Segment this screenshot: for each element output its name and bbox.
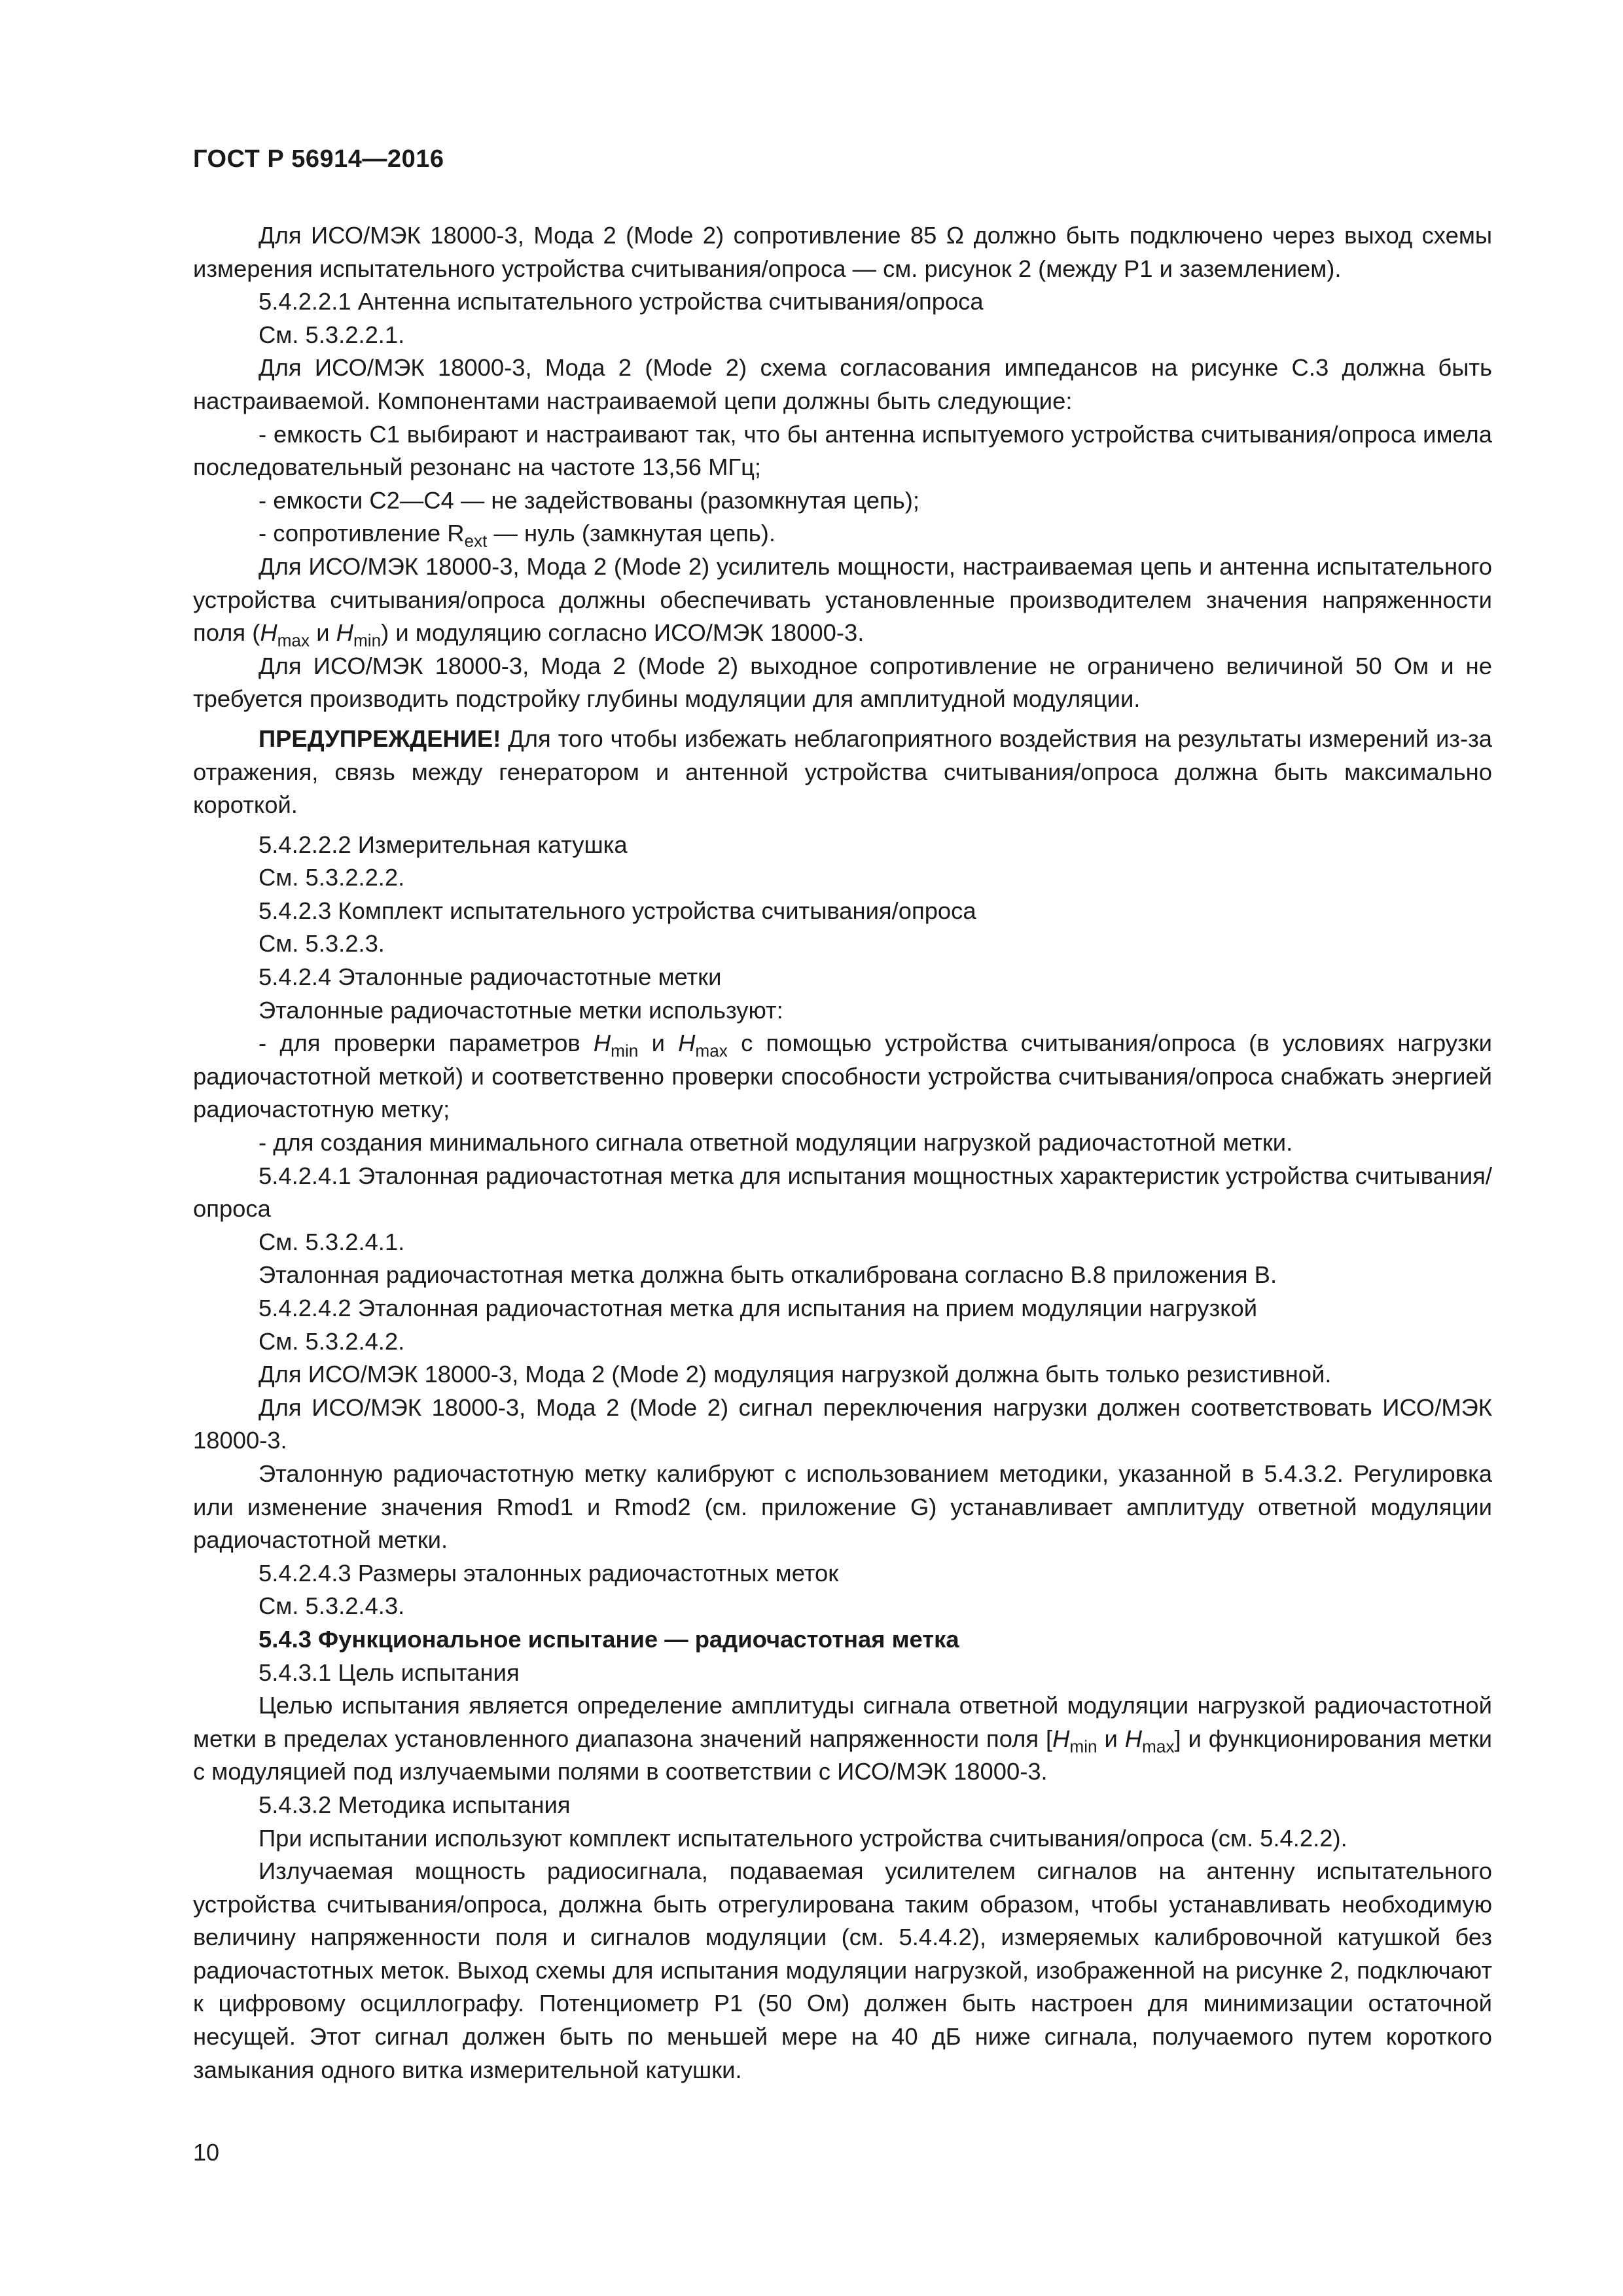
page-number: 10 <box>193 2139 220 2166</box>
list-item: - емкости С2—С4 — не задействованы (разомкнутая цепь); <box>259 486 919 514</box>
section-heading: 5.4.2.4.1 Эталонная радиочастотная метка для испытания мощностных характеристик устройства считывания/опроса <box>193 1162 1492 1223</box>
paragraph: Для ИСО/МЭК 18000-3, Мода 2 (Mode 2) сопротивление 85 Ω должно быть подключено через выход схемы измерения испытательного устройства считывания/опроса — см. рисунок 2 (между Р1 и заземлением). <box>193 222 1492 282</box>
list-item: - для проверки параметров $H_{min}$ и $H_{max}$ с помощью устройства считывания/опроса (в условиях нагрузки радиочастотной меткой) и соответственно проверки способности устройства считывания/опроса снабжать энергией радиочастотную метку; <box>193 1030 1492 1123</box>
paragraph: См. 5.3.2.3. <box>259 930 385 958</box>
document-body <box>193 219 1492 2087</box>
paragraph: Эталонная радиочастотная метка должна быть откалиброванa согласно В.8 приложения В. <box>259 1261 1277 1289</box>
section-heading: 5.4.2.3 Комплект испытательного устройства считывания/опроса <box>259 897 976 924</box>
section-heading: 5.4.2.2.2 Измерительная катушка <box>259 831 628 858</box>
section-heading: 5.4.2.4.3 Размеры эталонных радиочастотных меток <box>259 1559 839 1587</box>
warning-paragraph: ПРЕДУПРЕЖДЕНИЕ! Для того чтобы избежать неблагоприятного воздействия на результаты измерений из-за отражения, связь между генератором и антенной устройства считывания/опроса должна быть максимально короткой. <box>193 725 1492 819</box>
section-heading: 5.4.3.1 Цель испытания <box>259 1659 520 1686</box>
paragraph: См. 5.3.2.2.1. <box>259 321 405 348</box>
paragraph: Эталонную радиочастотную метку калибруют с использованием методики, указанной в 5.4.3.2. Регулировка или изменение значения Rmod1 и Rmod2 (см. приложение G) устанавливает амплитуду ответной модуляции радиочастотной метки. <box>193 1460 1492 1554</box>
paragraph: Целью испытания является определение амплитуды сигнала ответной модуляции нагрузкой радиочастотной метки в пределах установленного диапазона значений напряженности поля [$H_{min}$ и $H_{max}$] и функционирования метки с модуляцией под излучаемыми полями в соответствии с ИСО/МЭК 18000-3. <box>193 1692 1492 1785</box>
paragraph: См. 5.3.2.4.1. <box>259 1228 405 1255</box>
section-heading: 5.4.2.4.2 Эталонная радиочастотная метка для испытания на прием модуляции нагрузкой <box>259 1295 1258 1321</box>
list-item: - емкость С1 выбирают и настраивают так, что бы антенна испытуемого устройства считывания/опроса имела последовательный резонанс на частоте 13,56 МГц; <box>193 420 1492 481</box>
section-heading: 5.4.2.2.1 Антенна испытательного устройства считывания/опроса <box>259 288 984 315</box>
paragraph: Для ИСО/МЭК 18000-3, Мода 2 (Mode 2) сигнал переключения нагрузки должен соответствовать ИСО/МЭК 18000-3. <box>193 1393 1492 1454</box>
paragraph: См. 5.3.2.4.2. <box>259 1327 405 1355</box>
section-heading: 5.4.2.4 Эталонные радиочастотные метки <box>259 963 722 991</box>
paragraph: Для ИСО/МЭК 18000-3, Мода 2 (Mode 2) модуляция нагрузкой должна быть только резистивной. <box>259 1361 1332 1388</box>
paragraph: Эталонные радиочастотные метки используют: <box>259 996 783 1024</box>
paragraph: Для ИСО/МЭК 18000-3, Мода 2 (Mode 2) усилитель мощности, настраиваемая цепь и антенна испытательного устройства считывания/опроса должны обеспечивать установленные производителем значения напряженности поля ($H_{max}$ и $H_{min}$) и модуляцию согласно ИСО/МЭК 18000-3. <box>193 552 1492 651</box>
section-heading-bold: 5.4.3 Функциональное испытание — радиочастотная метка <box>259 1625 959 1653</box>
paragraph: См. 5.3.2.4.3. <box>259 1592 405 1620</box>
list-item: - для создания минимального сигнала ответной модуляции нагрузкой радиочастотной метки. <box>259 1129 1293 1157</box>
document-header: ГОСТ Р 56914—2016 <box>193 145 444 173</box>
paragraph: При испытании используют комплект испытательного устройства считывания/опроса (см. 5.4.2.2). <box>259 1824 1347 1852</box>
paragraph: Для ИСО/МЭК 18000-3, Мода 2 (Mode 2) схема согласования импедансов на рисунке С.3 должна быть настраиваемой. Компонентами настраиваемой цепи должны быть следующие: <box>193 354 1492 414</box>
section-heading: 5.4.3.2 Методика испытания <box>259 1791 571 1818</box>
paragraph: Для ИСО/МЭК 18000-3, Мода 2 (Mode 2) выходное сопротивление не ограничено величиной 50 Ом и не требуется производить подстройку глубины модуляции для амплитудной модуляции. <box>193 652 1492 713</box>
paragraph: См. 5.3.2.2.2. <box>259 864 405 891</box>
paragraph: Излучаемая мощность радиосигнала, подаваемая усилителем сигналов на антенну испытательного устройства считывания/опроса, должна быть отрегулирована таким образом, чтобы устанавливать необходимую величину напряженности поля и сигналов модуляции (см. 5.4.4.2), измеряемых калибровочной катушкой без радиочастотных меток. Выход схемы для испытания модуляции нагрузкой, изображенной на рисунке 2, подключают к цифровому осциллографу. Потенциометр Р1 (50 Ом) должен быть настроен для минимизации остаточной несущей. Этот сигнал должен быть по меньшей мере на 40 дБ ниже сигнала, получаемого путем короткого замыкания одного витка измерительной катушки. <box>193 1857 1492 2083</box>
list-item: - сопротивление $R_{ext}$ — нуль (замкнутая цепь). <box>259 520 776 551</box>
